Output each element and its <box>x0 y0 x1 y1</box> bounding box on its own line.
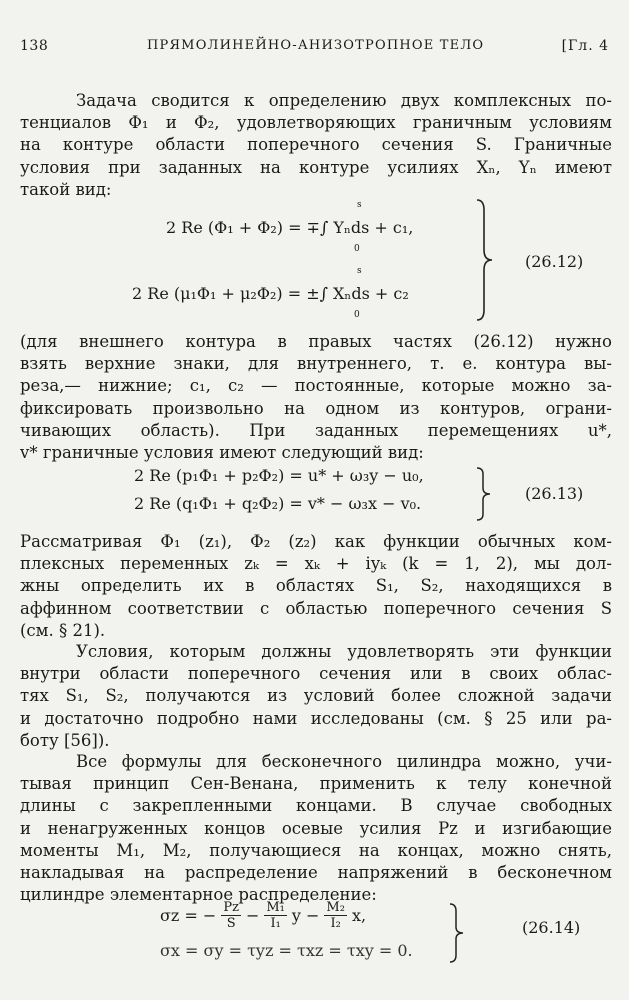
text-line: условия при заданных на контуре усилиях Xₙ, Yₙ имеют <box>20 157 612 177</box>
text-line: боту [56]). <box>20 730 110 750</box>
right-brace-icon <box>447 902 467 964</box>
text-line: такой вид: <box>20 179 112 199</box>
text-line: цилиндре элементарное распределение: <box>20 885 377 905</box>
text-line: (см. § 21). <box>20 620 106 640</box>
text-line: Условия, которым должны удовлетворять эти функции <box>76 642 612 661</box>
text-line: v* граничные условия имеют следующий вид: <box>20 443 424 463</box>
paragraph-5 <box>20 751 612 906</box>
page-number: 138 <box>20 38 49 54</box>
equation-26-14-line-1 <box>160 900 366 931</box>
fraction-numerator: M₁ <box>266 900 285 915</box>
text-line: чивающих область). При заданных перемещениях u*, <box>20 420 612 440</box>
fraction-numerator: Pz <box>223 900 239 915</box>
equation-26-13-line-2: 2 Re (q₁Φ₁ + q₂Φ₂) = v* − ω₃x − v₀. <box>134 494 422 513</box>
text-line: длины с закрепленными концами. В случае свободных <box>20 796 612 816</box>
integral-lower-limit: 0 <box>354 310 360 320</box>
text-line: Рассматривая Φ₁ (z₁), Φ₂ (z₂) как функции обычных ком- <box>20 532 612 551</box>
text-line: тенциалов Φ₁ и Φ₂, удовлетворяющих граничным условиям <box>20 113 612 133</box>
text-line: реза,— нижние; c₁, c₂ — постоянные, которые можно за- <box>20 376 612 396</box>
text-line: жны определить их в областях S₁, S₂, находящихся в <box>20 576 612 596</box>
text-line: тях S₁, S₂, получаются из условий более сложной задачи <box>20 686 612 706</box>
equation-lhs: σz = − <box>160 906 217 925</box>
paragraph-1 <box>20 90 612 201</box>
equation-operator: − <box>245 906 260 925</box>
equation-26-14-line-2: σx = σy = τyz = τxz = τxy = 0. <box>160 941 413 960</box>
text-line: накладывая на распределение напряжений в бесконечном <box>20 863 612 883</box>
paragraph-3 <box>20 531 612 642</box>
chapter-marker: [Гл. 4 <box>561 38 609 54</box>
integral-upper-limit: s <box>357 266 362 276</box>
equation-26-13-line-1: 2 Re (p₁Φ₁ + p₂Φ₂) = u* + ω₃y − u₀, <box>134 466 424 485</box>
text-line: взять верхние знаки, для внутреннего, т. е. контура вы- <box>20 354 612 374</box>
text-line: и ненагруженных концов осевые усилия Pz и изгибающие <box>20 818 612 838</box>
equation-number-26-12: (26.12) <box>525 252 584 271</box>
text-line: аффинном соответствии с областью поперечного сечения S <box>20 598 612 618</box>
text-line: Задача сводится к определению двух комплексных по- <box>76 91 612 110</box>
text-line: и достаточно подробно нами исследованы (см. § 25 или ра- <box>20 708 612 728</box>
paragraph-4 <box>20 641 612 752</box>
equation-number-26-14: (26.14) <box>522 918 581 937</box>
fraction-m2-i2 <box>324 900 347 931</box>
equation-26-12-line-1: 2 Re (Φ₁ + Φ₂) = ∓∫ Yₙds + c₁, <box>166 218 414 237</box>
running-title: ПРЯМОЛИНЕЙНО-АНИЗОТРОПНОЕ ТЕЛО <box>147 38 485 53</box>
paragraph-2 <box>20 331 612 464</box>
fraction-m1-i1 <box>264 900 287 931</box>
right-brace-icon <box>474 466 494 522</box>
equation-operator: y − <box>291 906 320 925</box>
equation-tail: x, <box>351 906 367 925</box>
text-line: тывая принцип Сен-Венана, применить к телу конечной <box>20 774 612 794</box>
fraction-denominator: I₂ <box>330 916 341 931</box>
right-brace-icon <box>474 198 496 322</box>
equation-26-12-line-2: 2 Re (μ₁Φ₁ + μ₂Φ₂) = ±∫ Xₙds + c₂ <box>132 284 409 303</box>
text-line: на контуре области поперечного сечения S. Граничные <box>20 135 612 155</box>
fraction-pz-s <box>221 900 241 931</box>
text-line: моменты M₁, M₂, получающиеся на концах, можно снять, <box>20 840 612 860</box>
text-line: (для внешнего контура в правых частях (26.12) нужно <box>20 332 612 351</box>
text-line: плексных переменных zₖ = xₖ + iyₖ (k = 1, 2), мы дол- <box>20 554 612 574</box>
fraction-denominator: S <box>226 916 236 931</box>
integral-lower-limit: 0 <box>354 244 360 254</box>
integral-upper-limit: s <box>357 200 362 210</box>
text-line: Все формулы для бесконечного цилиндра можно, учи- <box>76 752 612 771</box>
fraction-numerator: M₂ <box>326 900 345 915</box>
text-line: фиксировать произвольно на одном из контуров, ограни- <box>20 398 612 418</box>
text-line: внутри области поперечного сечения или в своих облас- <box>20 664 612 684</box>
fraction-denominator: I₁ <box>270 916 281 931</box>
equation-number-26-13: (26.13) <box>525 484 584 503</box>
